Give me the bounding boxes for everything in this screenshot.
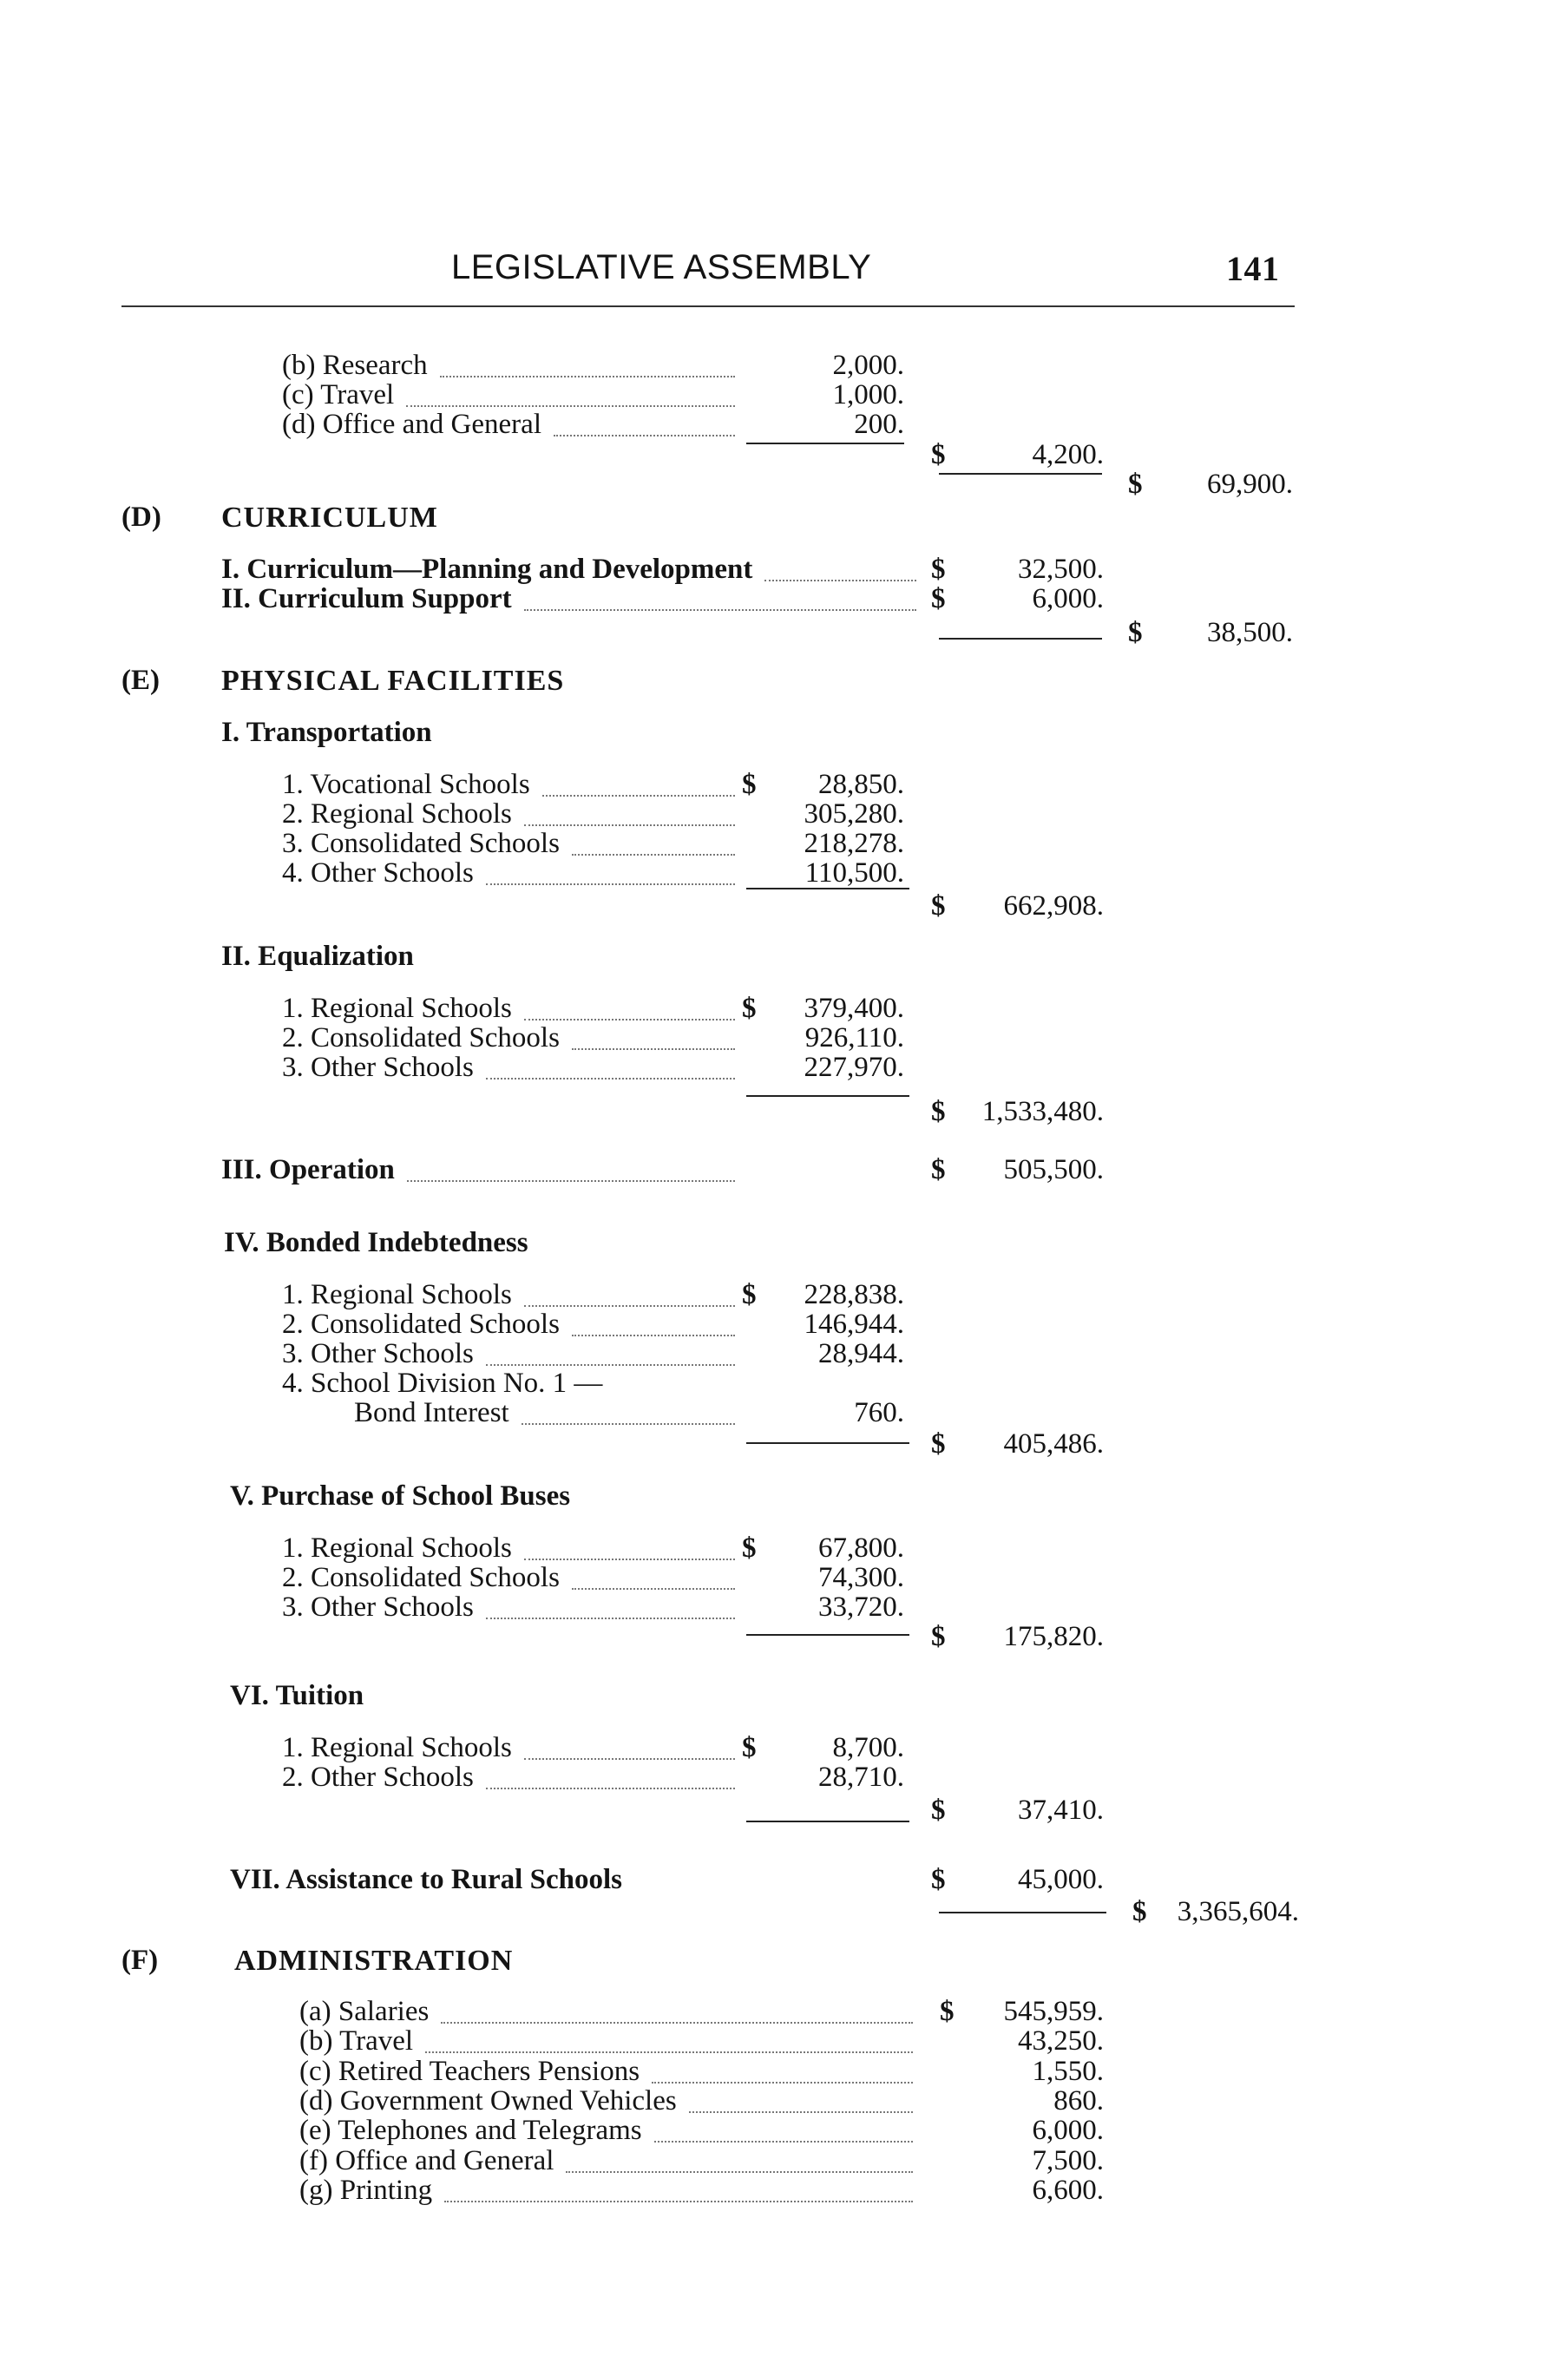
subtotal-rule (746, 888, 909, 889)
amount: 45,000. (1018, 1864, 1104, 1895)
subsection-heading: I. Transportation (221, 717, 432, 748)
amount: 74,300. (818, 1562, 904, 1593)
leader-dots (406, 405, 735, 407)
amount: 200. (854, 409, 904, 440)
dollar-sign: $ (742, 1532, 757, 1564)
leader-dots (524, 1305, 735, 1307)
leader-dots (524, 1758, 735, 1760)
line-item-label: (c) Retired Teachers Pensions (299, 2055, 640, 2087)
amount: 760. (854, 1397, 904, 1428)
section-title: ADMINISTRATION (234, 1945, 514, 1977)
amount: 43,250. (1018, 2025, 1104, 2057)
leader-dots (486, 1788, 735, 1789)
line-item-label: 1. Regional Schools (282, 1732, 512, 1763)
section-letter: (F) (121, 1945, 159, 1976)
line-item-label: 3. Other Schools (282, 1338, 474, 1369)
line-item-label: 3. Other Schools (282, 1052, 474, 1083)
leader-dots (572, 1048, 735, 1050)
dollar-sign: $ (1128, 469, 1143, 500)
leader-dots (572, 1335, 735, 1336)
subtotal-rule (746, 1442, 909, 1444)
dollar-sign: $ (1128, 617, 1143, 648)
line-item-label: 2. Other Schools (282, 1762, 474, 1793)
amount: 33,720. (818, 1591, 904, 1623)
dollar-sign: $ (931, 554, 946, 585)
leader-dots (440, 376, 735, 377)
section-letter: (E) (121, 665, 160, 696)
total-amount: 38,500. (1207, 617, 1293, 648)
leader-dots (566, 2171, 913, 2173)
amount: 28,850. (818, 769, 904, 800)
subsection-heading: VII. Assistance to Rural Schools (230, 1864, 622, 1895)
line-item-label: (b) Travel (299, 2025, 414, 2057)
subtotal-amount: 662,908. (1003, 890, 1104, 922)
line-item-label: 2. Regional Schools (282, 798, 512, 830)
total-amount: 69,900. (1207, 469, 1293, 500)
leader-dots (524, 609, 916, 611)
amount: 8,700. (832, 1732, 904, 1763)
dollar-sign: $ (742, 769, 757, 800)
leader-dots (441, 2022, 913, 2024)
leader-dots (654, 2141, 913, 2143)
dollar-sign: $ (931, 1621, 946, 1652)
amount: 6,000. (1032, 2115, 1104, 2147)
line-item-label: 1. Vocational Schools (282, 769, 530, 800)
line-item-label: (c) Travel (282, 379, 395, 410)
subtotal-rule (939, 473, 1102, 475)
line-item-label: 3. Consolidated Schools (282, 828, 560, 859)
subsection-heading: III. Operation (221, 1154, 395, 1185)
leader-dots (425, 2051, 913, 2053)
dollar-sign: $ (931, 439, 946, 470)
subsection-heading: V. Purchase of School Buses (230, 1480, 571, 1512)
line-item-label: 2. Consolidated Schools (282, 1562, 560, 1593)
amount: 379,400. (804, 993, 904, 1024)
amount: 67,800. (818, 1532, 904, 1564)
header-rule (121, 305, 1295, 307)
subtotal-amount: 175,820. (1003, 1621, 1104, 1652)
leader-dots (407, 1180, 735, 1182)
leader-dots (554, 435, 735, 436)
leader-dots (486, 883, 735, 885)
amount: 545,959. (1003, 1996, 1104, 2027)
dollar-sign: $ (931, 1864, 946, 1895)
amount: 227,970. (804, 1052, 904, 1083)
amount: 28,710. (818, 1762, 904, 1793)
line-item-label: 2. Consolidated Schools (282, 1309, 560, 1340)
total-amount: 3,365,604. (1177, 1896, 1299, 1927)
line-item-label: (d) Office and General (282, 409, 541, 440)
dollar-sign: $ (742, 993, 757, 1024)
line-item-label: (g) Printing (299, 2174, 433, 2206)
line-item-label: 4. Other Schools (282, 857, 474, 889)
subtotal-rule (746, 443, 904, 444)
leader-dots (524, 1019, 735, 1020)
section-title: PHYSICAL FACILITIES (221, 665, 565, 697)
subtotal-rule (939, 638, 1102, 640)
amount: 926,110. (804, 1022, 904, 1053)
amount: 1,000. (832, 379, 904, 410)
amount: 6,000. (1032, 583, 1104, 614)
subtotal-rule (746, 1821, 909, 1822)
line-item-label: 1. Regional Schools (282, 1532, 512, 1564)
dollar-sign: $ (931, 1795, 946, 1826)
line-item-label: (e) Telephones and Telegrams (299, 2115, 642, 2147)
dollar-sign: $ (931, 1428, 946, 1460)
leader-dots (486, 1364, 735, 1366)
leader-dots (486, 1078, 735, 1080)
leader-dots (486, 1618, 735, 1619)
amount: 6,600. (1032, 2174, 1104, 2206)
amount: 1,550. (1032, 2055, 1104, 2087)
amount: 110,500. (804, 857, 904, 889)
line-item-label: II. Curriculum Support (221, 583, 512, 614)
page-number: 141 (1226, 249, 1280, 288)
subtotal-rule (746, 1095, 909, 1097)
subtotal-rule (939, 1912, 1106, 1913)
subsection-heading: VI. Tuition (230, 1680, 364, 1711)
leader-dots (542, 795, 735, 797)
subsection-heading: II. Equalization (221, 941, 414, 972)
line-item-label: (b) Research (282, 350, 428, 381)
line-item-label: I. Curriculum—Planning and Development (221, 554, 753, 585)
amount: 228,838. (804, 1279, 904, 1310)
line-item-label: 1. Regional Schools (282, 993, 512, 1024)
line-item-label: 2. Consolidated Schools (282, 1022, 560, 1053)
amount: 2,000. (832, 350, 904, 381)
line-item-label: 1. Regional Schools (282, 1279, 512, 1310)
amount: 32,500. (1018, 554, 1104, 585)
line-item-label: (a) Salaries (299, 1996, 430, 2027)
amount: 218,278. (804, 828, 904, 859)
leader-dots (572, 854, 735, 856)
dollar-sign: $ (931, 890, 946, 922)
subtotal-amount: 37,410. (1018, 1795, 1104, 1826)
leader-dots (764, 580, 916, 581)
dollar-sign: $ (742, 1279, 757, 1310)
subtotal-amount: 4,200. (1032, 439, 1104, 470)
amount: 7,500. (1032, 2144, 1104, 2176)
dollar-sign: $ (931, 1154, 946, 1185)
leader-dots (444, 2201, 913, 2202)
page-header-title: LEGISLATIVE ASSEMBLY (451, 248, 872, 286)
amount: 505,500. (1003, 1154, 1104, 1185)
line-item-label: (f) Office and General (299, 2144, 554, 2176)
amount: 146,944. (804, 1309, 904, 1340)
leader-dots (689, 2111, 913, 2113)
dollar-sign: $ (940, 1996, 955, 2027)
subtotal-rule (746, 1634, 909, 1636)
leader-dots (524, 1559, 735, 1560)
amount: 860. (1053, 2084, 1104, 2116)
leader-dots (524, 824, 735, 826)
dollar-sign: $ (931, 1096, 946, 1127)
line-item-label: 3. Other Schools (282, 1591, 474, 1623)
leader-dots (522, 1423, 735, 1425)
subtotal-amount: 1,533,480. (981, 1096, 1104, 1127)
subsection-heading: IV. Bonded Indebtedness (224, 1227, 528, 1258)
amount: 28,944. (818, 1338, 904, 1369)
subtotal-amount: 405,486. (1003, 1428, 1104, 1460)
leader-dots (652, 2082, 913, 2084)
line-item-label: Bond Interest (354, 1397, 509, 1428)
section-letter: (D) (121, 502, 161, 533)
dollar-sign: $ (931, 583, 946, 614)
dollar-sign: $ (742, 1732, 757, 1763)
amount: 305,280. (804, 798, 904, 830)
line-item-label: 4. School Division No. 1 — (282, 1368, 603, 1399)
leader-dots (572, 1588, 735, 1590)
section-title: CURRICULUM (221, 502, 438, 534)
line-item-label: (d) Government Owned Vehicles (299, 2084, 677, 2116)
dollar-sign: $ (1132, 1896, 1147, 1927)
